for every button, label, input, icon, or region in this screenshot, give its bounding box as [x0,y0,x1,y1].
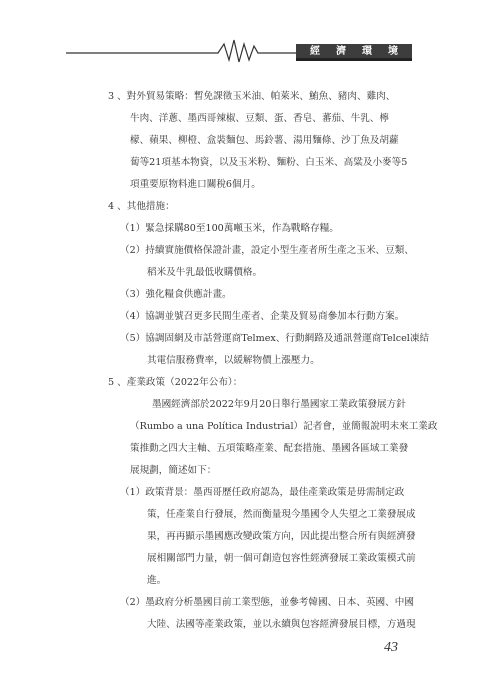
badge-char: 濟 [336,45,346,57]
text-line: （1）政策背景：墨西哥歷任政府認為，最佳產業政策是毋需制定政 [120,487,405,498]
text-line: （4）協調並號召更多民間生產者、企業及貿易商參加本行動方案。 [120,311,405,322]
text-line: 牛肉、洋蔥、墨西哥辣椒、豆類、蛋、香皂、蕃茄、牛乳、檸 [130,113,390,124]
badge-char: 經 [310,45,320,57]
section-badge [296,44,412,61]
text-line: 3 、對外貿易策略：暫免課徵玉米油、帕萊米、鮪魚、豬肉、雞肉、 [108,91,396,102]
text-line: 策推動之四大主軸、五項策略產業、配套措施、墨國各區域工業發 [130,443,409,454]
text-line: 果，再再顯示墨國應改變政策方向，因此提出整合所有與經濟發 [147,531,416,542]
text-line: 展相關部門力量，朝一個可創造包容性經濟發展工業政策模式前 [147,553,416,564]
text-line: 策，任產業自行發展，然而衡量現今墨國令人失望之工業發展成 [147,509,416,520]
text-line: （2）墨政府分析墨國目前工業型態，並參考韓國、日本、英國、中國 [120,597,414,608]
text-line: （Rumbo a una Política Industrial）記者會，並簡報說明未來工業政 [130,421,438,432]
page-number: 43 [384,640,398,655]
text-line: 墨國經濟部於2022年9月20日舉行墨國家工業政策發展方針 [152,399,406,410]
text-line: 項重要原物料進口關稅6個月。 [130,179,261,190]
text-line: （1）緊急採購80至100萬噸玉米，作為戰略存糧。 [120,223,339,234]
text-line: （3）強化糧食供應計畫。 [120,289,232,300]
page-header [0,0,480,70]
text-line: 其電信服務費率，以緩解物價上漲壓力。 [147,355,320,366]
text-line: 4 、其他措施： [108,201,175,212]
text-line: 大陸、法國等產業政策，並以永續與包容經濟發展目標，方過現 [147,619,416,630]
text-line: 進。 [147,575,167,586]
text-line: 5 、產業政策（2022年公布）： [108,377,243,388]
text-line: 稻米及牛乳最低收購價格。 [147,267,263,278]
badge-char: 境 [388,45,398,57]
text-line: 展規劃，簡述如下： [130,465,217,476]
text-line: （5）協調固網及市話營運商Telmex、行動網路及通訊營運商Telcel凍結 [120,333,430,344]
text-line: （2）持續實施價格保證計畫，設定小型生產者所生產之玉米、豆類、 [120,245,414,256]
badge-char: 環 [362,45,372,57]
text-line: 檬、蘋果、柳橙、盒裝麵包、馬鈴薯、湯用麵條、沙丁魚及胡蘿 [130,135,399,146]
text-line: 蔔等21項基本物資，以及玉米粉、麵粉、白玉米、高粱及小麥等5 [130,157,408,168]
